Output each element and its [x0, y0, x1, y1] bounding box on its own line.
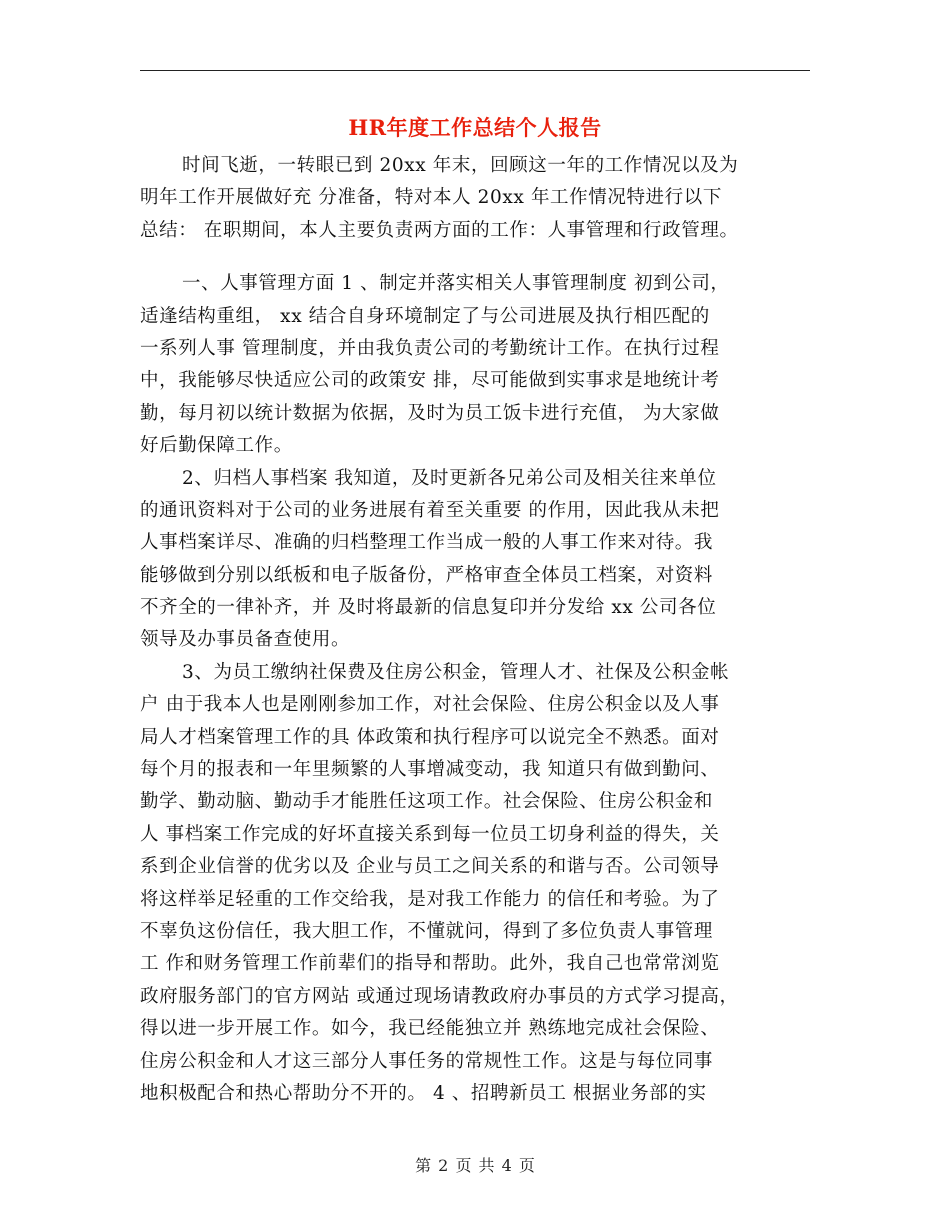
header-rule	[140, 70, 810, 71]
body-line: 适逢结构重组， xx 结合自身环境制定了与公司进展及执行相匹配的	[140, 305, 710, 327]
body-line: 得以进一步开展工作。如今，我已经能独立并 熟练地完成社会保险、	[140, 1018, 720, 1040]
body-line: 人 事档案工作完成的好坏直接关系到每一位员工切身利益的得失，关	[140, 823, 720, 845]
body-line: 2、归档人事档案 我知道，及时更新各兄弟公司及相关往来单位	[182, 467, 717, 489]
document-body	[140, 150, 810, 1110]
body-line: 将这样举足轻重的工作交给我，是对我工作能力 的信任和考验。为了	[140, 888, 720, 910]
body-line: 不齐全的一律补齐，并 及时将最新的信息复印并分发给 xx 公司各位	[140, 597, 717, 619]
page-number: 第 2 页 共 4 页	[415, 1156, 535, 1175]
body-line: 地积极配合和热心帮助分不开的。 4 、招聘新员工 根据业务部的实	[140, 1082, 707, 1104]
body-line: 明年工作开展做好充 分准备，特对本人 20xx 年工作情况特进行以下	[140, 187, 722, 209]
body-line: 领导及办事员备查使用。	[140, 629, 351, 651]
body-line: 人事档案详尽、准确的归档整理工作当成一般的人事工作来对待。我	[140, 532, 714, 554]
body-line: 能够做到分别以纸板和电子版备份，严格审查全体员工档案，对资料	[140, 564, 714, 586]
body-line: 每个月的报表和一年里频繁的人事增减变动，我 知道只有做到勤问、	[140, 759, 720, 781]
body-line: 户 由于我本人也是刚刚参加工作，对社会保险、住房公积金以及人事	[140, 694, 720, 716]
body-line: 住房公积金和人才这三部分人事任务的常规性工作。这是与每位同事	[140, 1050, 714, 1072]
body-line: 的通讯资料对于公司的业务进展有着至关重要 的作用，因此我从未把	[140, 499, 720, 521]
body-line: 勤，每月初以统计数据为依据，及时为员工饭卡进行充值， 为大家做	[140, 402, 720, 424]
body-line: 3、为员工缴纳社保费及住房公积金，管理人才、社保及公积金帐	[182, 661, 730, 683]
body-line: 总结： 在职期间，本人主要负责两方面的工作：人事管理和行政管理。	[140, 219, 739, 241]
body-line: 不辜负这份信任，我大胆工作，不懂就问，得到了多位负责人事管理	[140, 920, 714, 942]
body-line: 系到企业信誉的优劣以及 企业与员工之间关系的和谐与否。公司领导	[140, 856, 720, 878]
document-title: HR年度工作总结个人报告	[348, 115, 602, 140]
body-line: 工 作和财务管理工作前辈们的指导和帮助。此外，我自己也常常浏览	[140, 953, 720, 975]
paragraph-gap	[140, 247, 810, 268]
body-line: 局人才档案管理工作的具 体政策和执行程序可以说完全不熟悉。面对	[140, 726, 720, 748]
body-line: 一、人事管理方面 1 、制定并落实相关人事管理制度 初到公司，	[182, 273, 730, 295]
body-line: 好后勤保障工作。	[140, 435, 293, 457]
body-line: 时间飞逝，一转眼已到 20xx 年末，回顾这一年的工作情况以及为	[182, 155, 739, 176]
body-line: 一系列人事 管理制度，并由我负责公司的考勤统计工作。在执行过程	[140, 337, 720, 359]
body-line: 中，我能够尽快适应公司的政策安 排，尽可能做到实事求是地统计考	[140, 370, 720, 392]
body-line: 勤学、勤动脑、勤动手才能胜任这项工作。社会保险、住房公积金和	[140, 791, 714, 813]
body-line: 政府服务部门的官方网站 或通过现场请教政府办事员的方式学习提高，	[140, 985, 739, 1007]
